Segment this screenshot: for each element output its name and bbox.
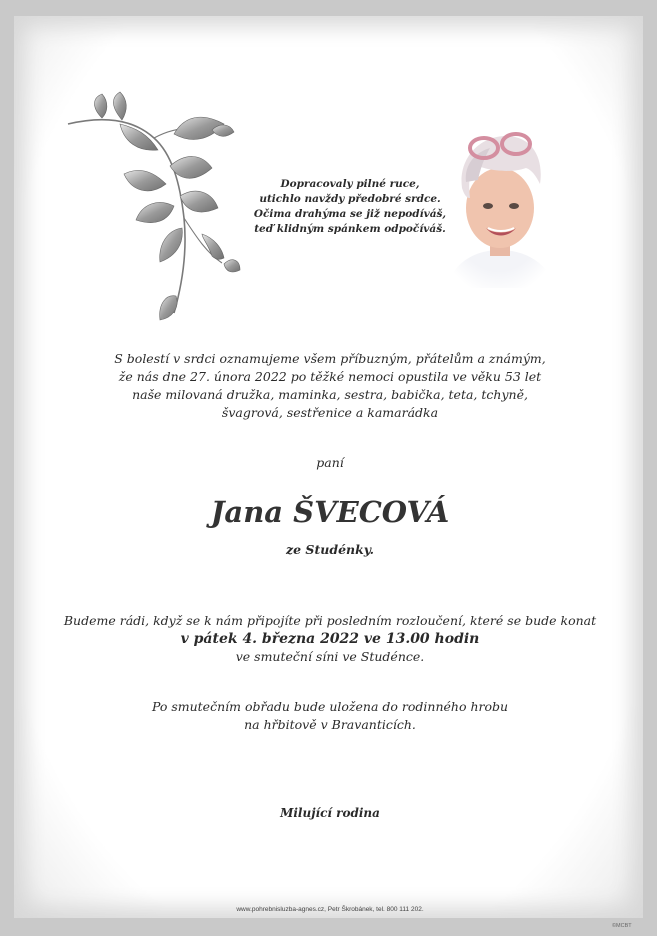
announcement-line: švagrová, sestřenice a kamarádka (221, 405, 439, 420)
leaf-branch-icon (62, 88, 242, 338)
family-signature: Milující rodina (280, 806, 380, 820)
verse-line: utichlo navždy předobré srdce. (259, 193, 441, 205)
funeral-place: ve smuteční síni ve Studénce. (235, 649, 425, 664)
salutation: paní (316, 455, 344, 470)
announcement-line: že nás dne 27. února 2022 po těžké nemoci opustila ve věku 53 let (118, 369, 542, 384)
burial-line: Po smutečním obřadu bude uložena do rodinného hrobu (151, 699, 509, 714)
death-announcement (60, 350, 600, 422)
announcement-line: naše milovaná družka, maminka, sestra, babička, teta, tchyně, (132, 387, 528, 402)
burial-line: na hřbitově v Bravanticích. (244, 717, 416, 732)
verse-line: Očima drahýma se již nepodíváš, (253, 208, 447, 220)
verse-line: teď klidným spánkem odpočíváš. (254, 223, 446, 235)
funeral-info (60, 612, 600, 666)
verse-line: Dopracovaly pilné ruce, (280, 178, 420, 190)
funeral-service-footer: www.pohrebnisluzba-agnes.cz, Petr Škrobánek, tel. 800 111 202. (236, 906, 424, 913)
memorial-verse (240, 177, 460, 237)
deceased-origin: ze Studénky. (286, 542, 374, 557)
funeral-invitation: Budeme rádi, když se k nám připojíte při posledním rozloučení, které se bude konat (63, 613, 597, 628)
announcement-line: S bolestí v srdci oznamujeme všem příbuzným, přátelům a známým, (114, 351, 546, 366)
burial-info (60, 698, 600, 734)
deceased-name: Jana ŠVECOVÁ (210, 495, 450, 529)
corner-mark: ©MCBT (612, 923, 632, 929)
funeral-datetime: v pátek 4. března 2022 ve 13.00 hodin (180, 631, 480, 647)
